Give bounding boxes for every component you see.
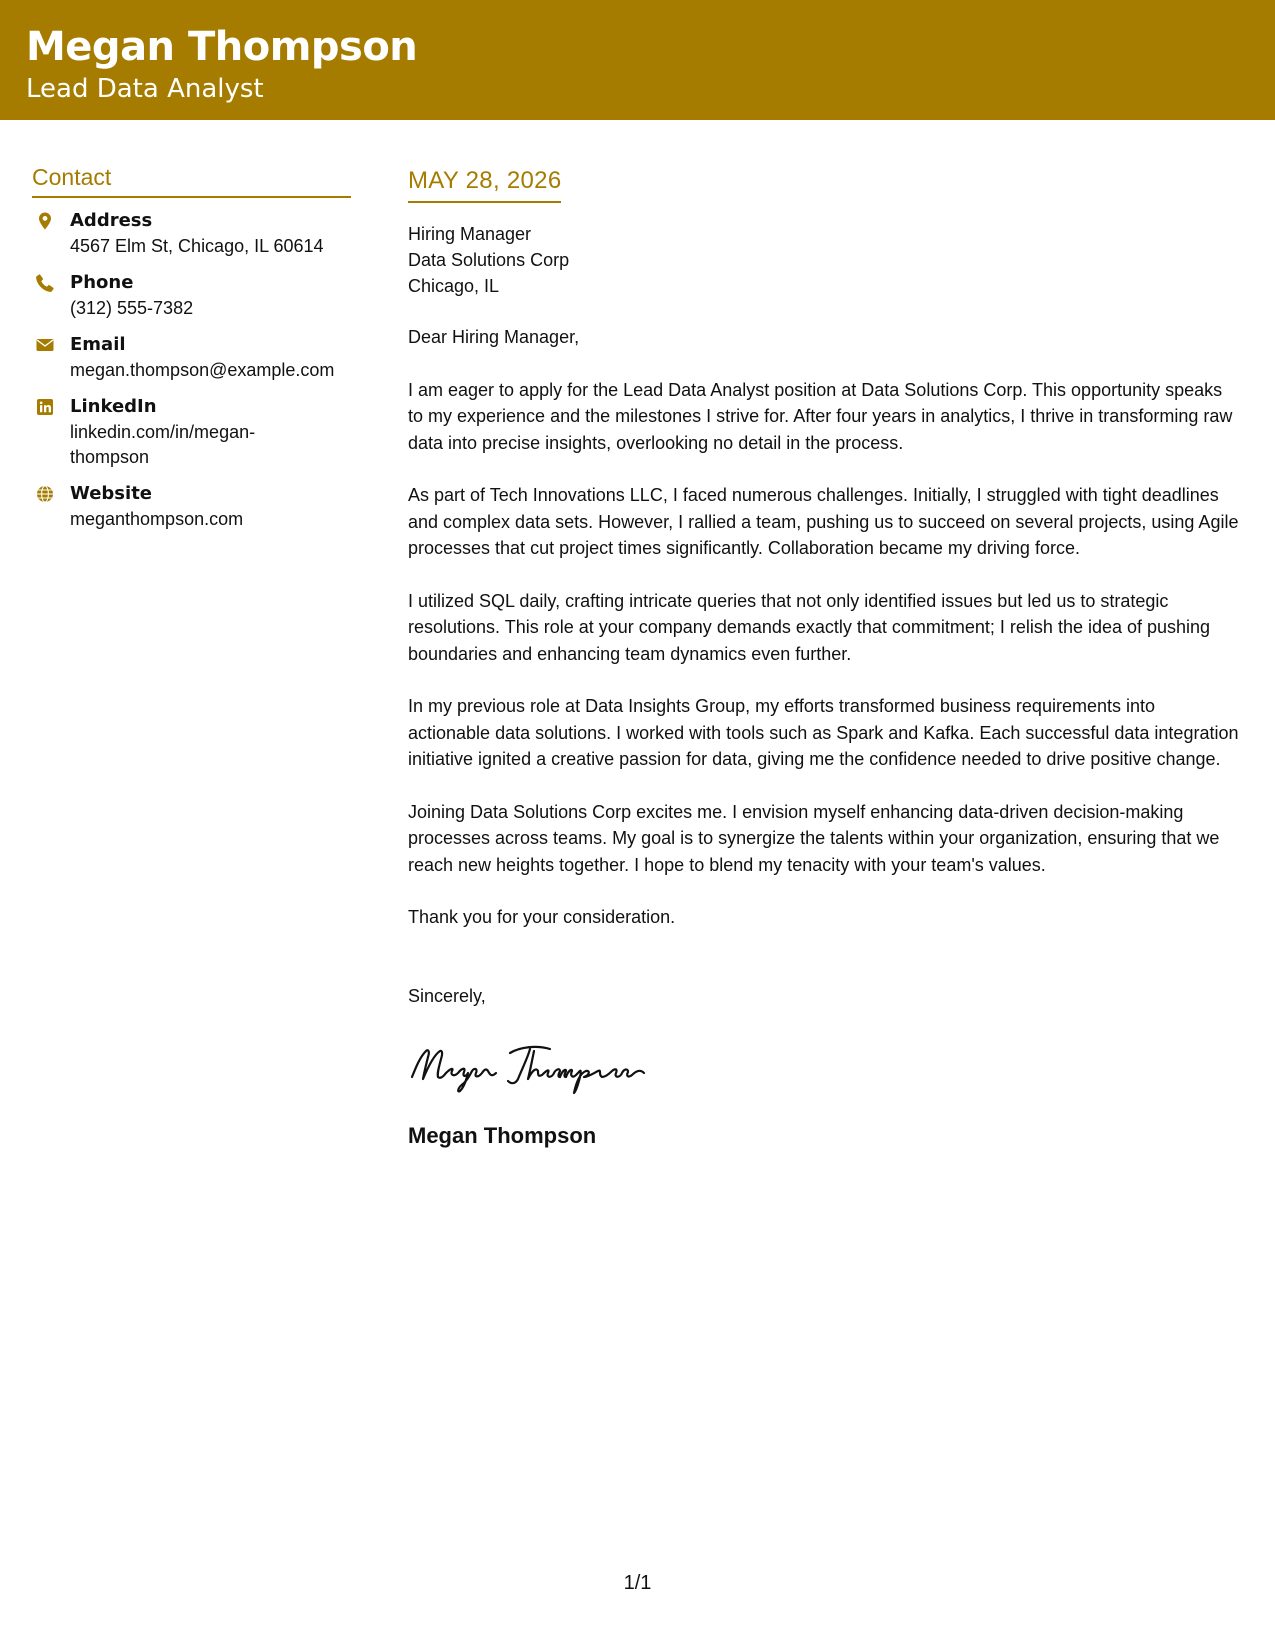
closing: Sincerely, (408, 985, 486, 1006)
contact-value-phone: (312) 555-7382 (70, 298, 194, 318)
contact-sidebar (32, 160, 352, 543)
letter-paragraph: Thank you for your consideration. (408, 907, 676, 927)
letter-paragraph: I utilized SQL daily, crafting intricate queries that not only identified issues but led us to strategic resolutions. This role at your company demands exactly that commitment; I relish the idea of pushing boundaries and enhancing team dynamics even further. (408, 590, 1211, 664)
letter-paragraph: In my previous role at Data Insights Group, my efforts transformed business requirements into actionable data solutions. I worked with tools such as Spark and Kafka. Each successful data integration initiative ignited a creative passion for data, giving me the confidence needed to drive positive change. (408, 696, 1239, 769)
letter-body (408, 164, 1240, 1151)
signed-name: Megan Thompson (408, 1123, 597, 1148)
applicant-name: Megan Thompson (26, 24, 418, 70)
contact-heading: Contact (32, 160, 351, 198)
contact-value-address: 4567 Elm St, Chicago, IL 60614 (70, 236, 324, 256)
contact-label-linkedin: LinkedIn (70, 396, 157, 417)
signature-image (408, 1037, 678, 1097)
handwritten-signature (408, 1037, 1240, 1097)
contact-value-email: megan.thompson@example.com (70, 360, 335, 380)
recipient-line: Hiring Manager (408, 224, 532, 244)
contact-label-email: Email (70, 334, 126, 355)
contact-item-website (32, 481, 352, 532)
contact-item-linkedin (32, 394, 352, 470)
map-pin-icon (35, 211, 55, 231)
letter-date: MAY 28, 2026 (408, 164, 561, 203)
linkedin-icon (35, 397, 55, 417)
header-banner (0, 0, 1275, 120)
contact-list (32, 208, 352, 532)
letter-paragraph: Joining Data Solutions Corp excites me. I envision myself enhancing data-driven decision-making processes across teams. My goal is to synergize the talents within your organization, ensuring that we reach new heights together. I hope to blend my tenacity with your team's values. (408, 801, 1220, 875)
recipient-line: Data Solutions Corp (408, 250, 570, 270)
envelope-icon (35, 335, 55, 355)
contact-value-website: meganthompson.com (70, 509, 244, 529)
page-number: 1/1 (623, 1572, 652, 1594)
applicant-title: Lead Data Analyst (26, 74, 264, 104)
recipient-block (408, 221, 1240, 299)
signature-text: Megan Thompson (408, 1037, 417, 1038)
letter-paragraph: I am eager to apply for the Lead Data Analyst position at Data Solutions Corp. This opportunity speaks to my experience and the milestones I strive for. After four years in analytics, I thrive in transforming raw data into precise insights, overlooking no detail in the process. (408, 379, 1233, 453)
contact-value-linkedin: linkedin.com/in/megan-thompson (70, 422, 256, 467)
globe-icon (35, 484, 55, 504)
phone-icon (35, 273, 55, 293)
contact-item-email (32, 332, 352, 383)
contact-label-phone: Phone (70, 272, 134, 293)
contact-item-address (32, 208, 352, 259)
contact-label-address: Address (70, 210, 153, 231)
recipient-line: Chicago, IL (408, 276, 500, 296)
salutation: Dear Hiring Manager, (408, 327, 580, 347)
letter-paragraph: As part of Tech Innovations LLC, I faced numerous challenges. Initially, I struggled with tight deadlines and complex data sets. However, I rallied a team, pushing us to succeed on several projects, using Agile processes that cut project times significantly. Collaboration became my driving force. (408, 485, 1239, 558)
contact-item-phone (32, 270, 352, 321)
contact-label-website: Website (70, 483, 153, 504)
